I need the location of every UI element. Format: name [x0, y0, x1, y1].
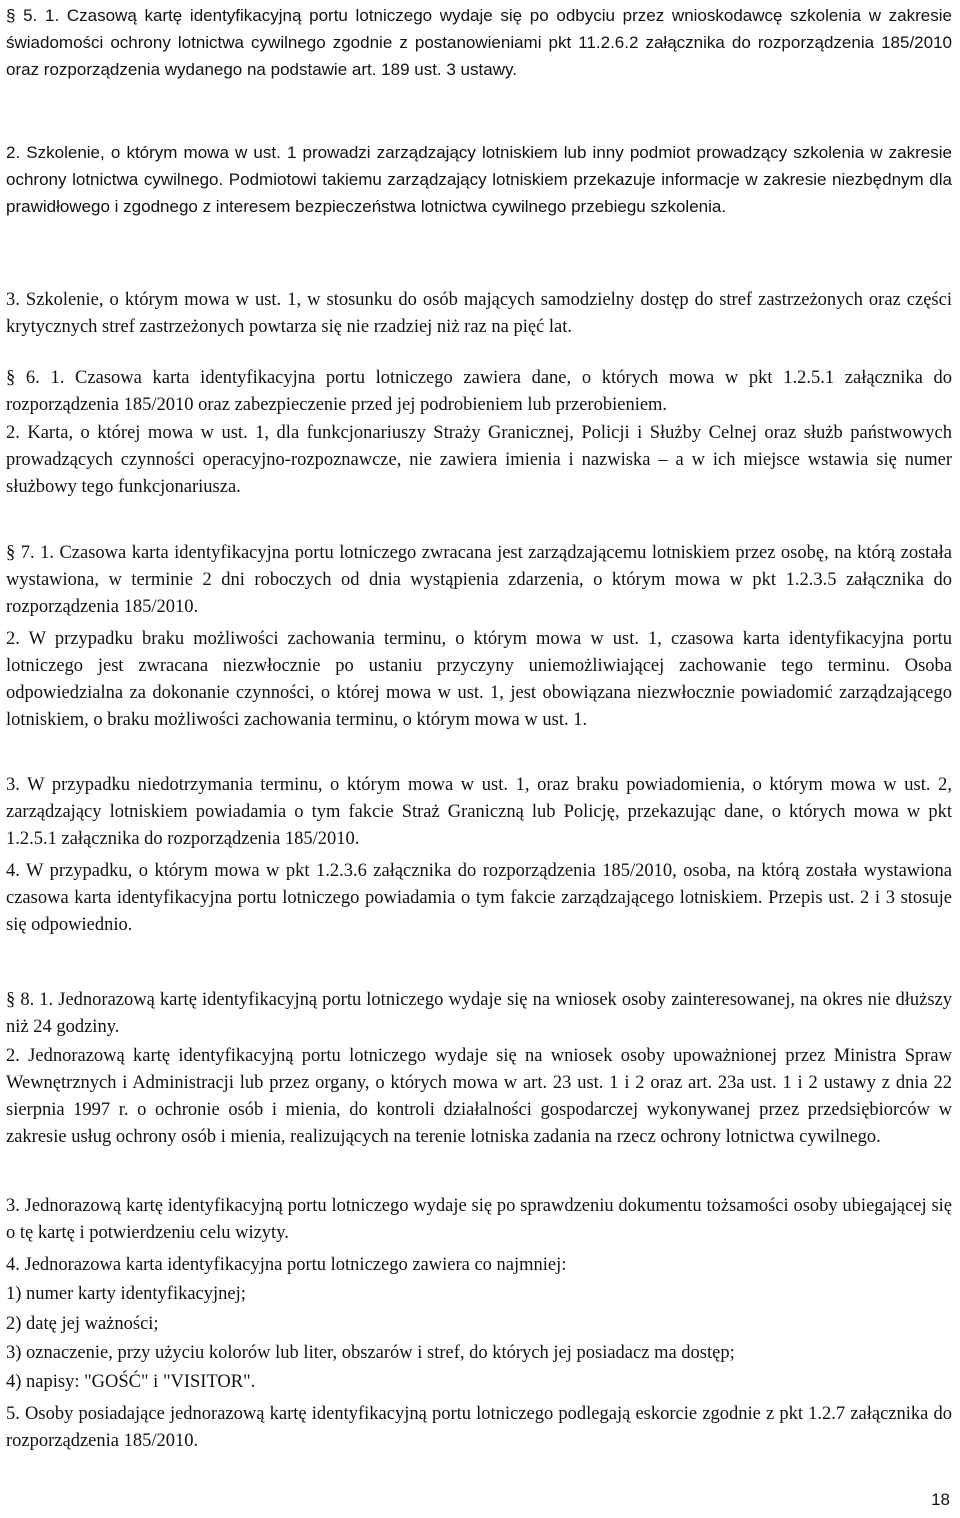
list-item: 3) oznaczenie, przy użyciu kolorów lub liter, obszarów i stref, do których jej posiadacz ma dostęp;: [6, 1343, 735, 1363]
list-item: 2) datę jej ważności;: [6, 1314, 159, 1334]
list-item: 4) napisy: "GOŚĆ" i "VISITOR".: [6, 1372, 256, 1392]
section-7-paragraph-1: § 7. 1. Czasowa karta identyfikacyjna portu lotniczego zwracana jest zarządzającemu lotniskiem przez osobę, na którą została wystawiona, w terminie 2 dni roboczych od dnia wystąpienia zdarzenia, o którym mowa w pkt 1.2.3.5 załącznika do rozporządzenia 185/2010.: [6, 543, 952, 617]
list-item: 1) numer karty identyfikacyjnej;: [6, 1284, 246, 1304]
section-7-paragraph-2: 2. W przypadku braku możliwości zachowania terminu, o którym mowa w ust. 1, czasowa karta identyfikacyjna portu lotniczego jest zwracana niezwłocznie po ustaniu przyczyny uniemożliwiającej zachowanie tego terminu. Osoba odpowiedzialna za dokonanie czynności, o której mowa w ust. 1, jest obowiązana niezwłocznie powiadomić zarządzającego lotniskiem, o braku możliwości zachowania terminu, o którym mowa w ust. 1.: [6, 629, 952, 730]
section-5-paragraph-3: 3. Szkolenie, o którym mowa w ust. 1, w stosunku do osób mających samodzielny dostęp do stref zastrzeżonych oraz części krytycznych stref zastrzeżonych powtarza się nie rzadziej niż raz na pięć lat.: [6, 290, 952, 337]
section-8-paragraph-4: 4. Jednorazowa karta identyfikacyjna portu lotniczego zawiera co najmniej:: [6, 1255, 567, 1275]
section-5-paragraph-1: § 5. 1. Czasową kartę identyfikacyjną portu lotniczego wydaje się po odbyciu przez wnioskodawcę szkolenia w zakresie świadomości ochrony lotnictwa cywilnego zgodnie z postanowieniami pkt 11.2.6.2 załącznika do rozporządzenia 185/2010 oraz rozporządzenia wydanego na podstawie art. 189 ust. 3 ustawy.: [6, 6, 952, 79]
section-8-paragraph-3: 3. Jednorazową kartę identyfikacyjną portu lotniczego wydaje się po sprawdzeniu dokumentu tożsamości osoby ubiegającej się o tę kartę i potwierdzeniu celu wizyty.: [6, 1196, 952, 1243]
section-8-paragraph-1: § 8. 1. Jednorazową kartę identyfikacyjną portu lotniczego wydaje się na wniosek osoby zainteresowanej, na okres nie dłuższy niż 24 godziny.: [6, 990, 952, 1037]
section-8-paragraph-5: 5. Osoby posiadające jednorazową kartę identyfikacyjną portu lotniczego podlegają eskorcie zgodnie z pkt 1.2.7 załącznika do rozporządzenia 185/2010.: [6, 1404, 952, 1451]
section-6-paragraph-2: 2. Karta, o której mowa w ust. 1, dla funkcjonariuszy Straży Granicznej, Policji i Służby Celnej oraz służb państwowych prowadzących czynności operacyjno-rozpoznawcze, nie zawiera imienia i nazwiska – a w ich miejsce wstawia się numer służbowy tego funkcjonariusza.: [6, 423, 952, 497]
section-7-paragraph-4: 4. W przypadku, o którym mowa w pkt 1.2.3.6 załącznika do rozporządzenia 185/2010, osoba, na którą została wystawiona czasowa karta identyfikacyjna portu lotniczego powiadamia o tym fakcie zarządzającego lotniskiem. Przepis ust. 2 i 3 stosuje się odpowiednio.: [6, 861, 952, 935]
section-5-paragraph-2: 2. Szkolenie, o którym mowa w ust. 1 prowadzi zarządzający lotniskiem lub inny podmiot prowadzący szkolenia w zakresie ochrony lotnictwa cywilnego. Podmiotowi takiemu zarządzający lotniskiem przekazuje informacje w zakresie niezbędnym dla prawidłowego i zgodnego z interesem bezpieczeństwa lotnictwa cywilnego przebiegu szkolenia.: [6, 143, 952, 216]
section-8-paragraph-2: 2. Jednorazową kartę identyfikacyjną portu lotniczego wydaje się na wniosek osoby upoważnionej przez Ministra Spraw Wewnętrznych i Administracji lub przez organy, o których mowa w art. 23 ust. 1 i 2 oraz art. 23a ust. 1 i 2 ustawy z dnia 22 sierpnia 1997 r. o ochronie osób i mienia, do kontroli działalności gospodarczej wykonywanej przez przedsiębiorców w zakresie usług ochrony osób i mienia, realizujących na terenie lotniska zadania na rzecz ochrony lotnictwa cywilnego.: [6, 1046, 952, 1147]
page-number: 18: [931, 1490, 950, 1509]
section-7-paragraph-3: 3. W przypadku niedotrzymania terminu, o którym mowa w ust. 1, oraz braku powiadomienia, o którym mowa w ust. 2, zarządzający lotniskiem powiadamia o tym fakcie Straż Graniczną lub Policję, przekazując dane, o których mowa w pkt 1.2.5.1 załącznika do rozporządzenia 185/2010.: [6, 775, 952, 849]
section-6-paragraph-1: § 6. 1. Czasowa karta identyfikacyjna portu lotniczego zawiera dane, o których mowa w pkt 1.2.5.1 załącznika do rozporządzenia 185/2010 oraz zabezpieczenie przed jej podrobieniem lub przerobieniem.: [6, 368, 952, 415]
